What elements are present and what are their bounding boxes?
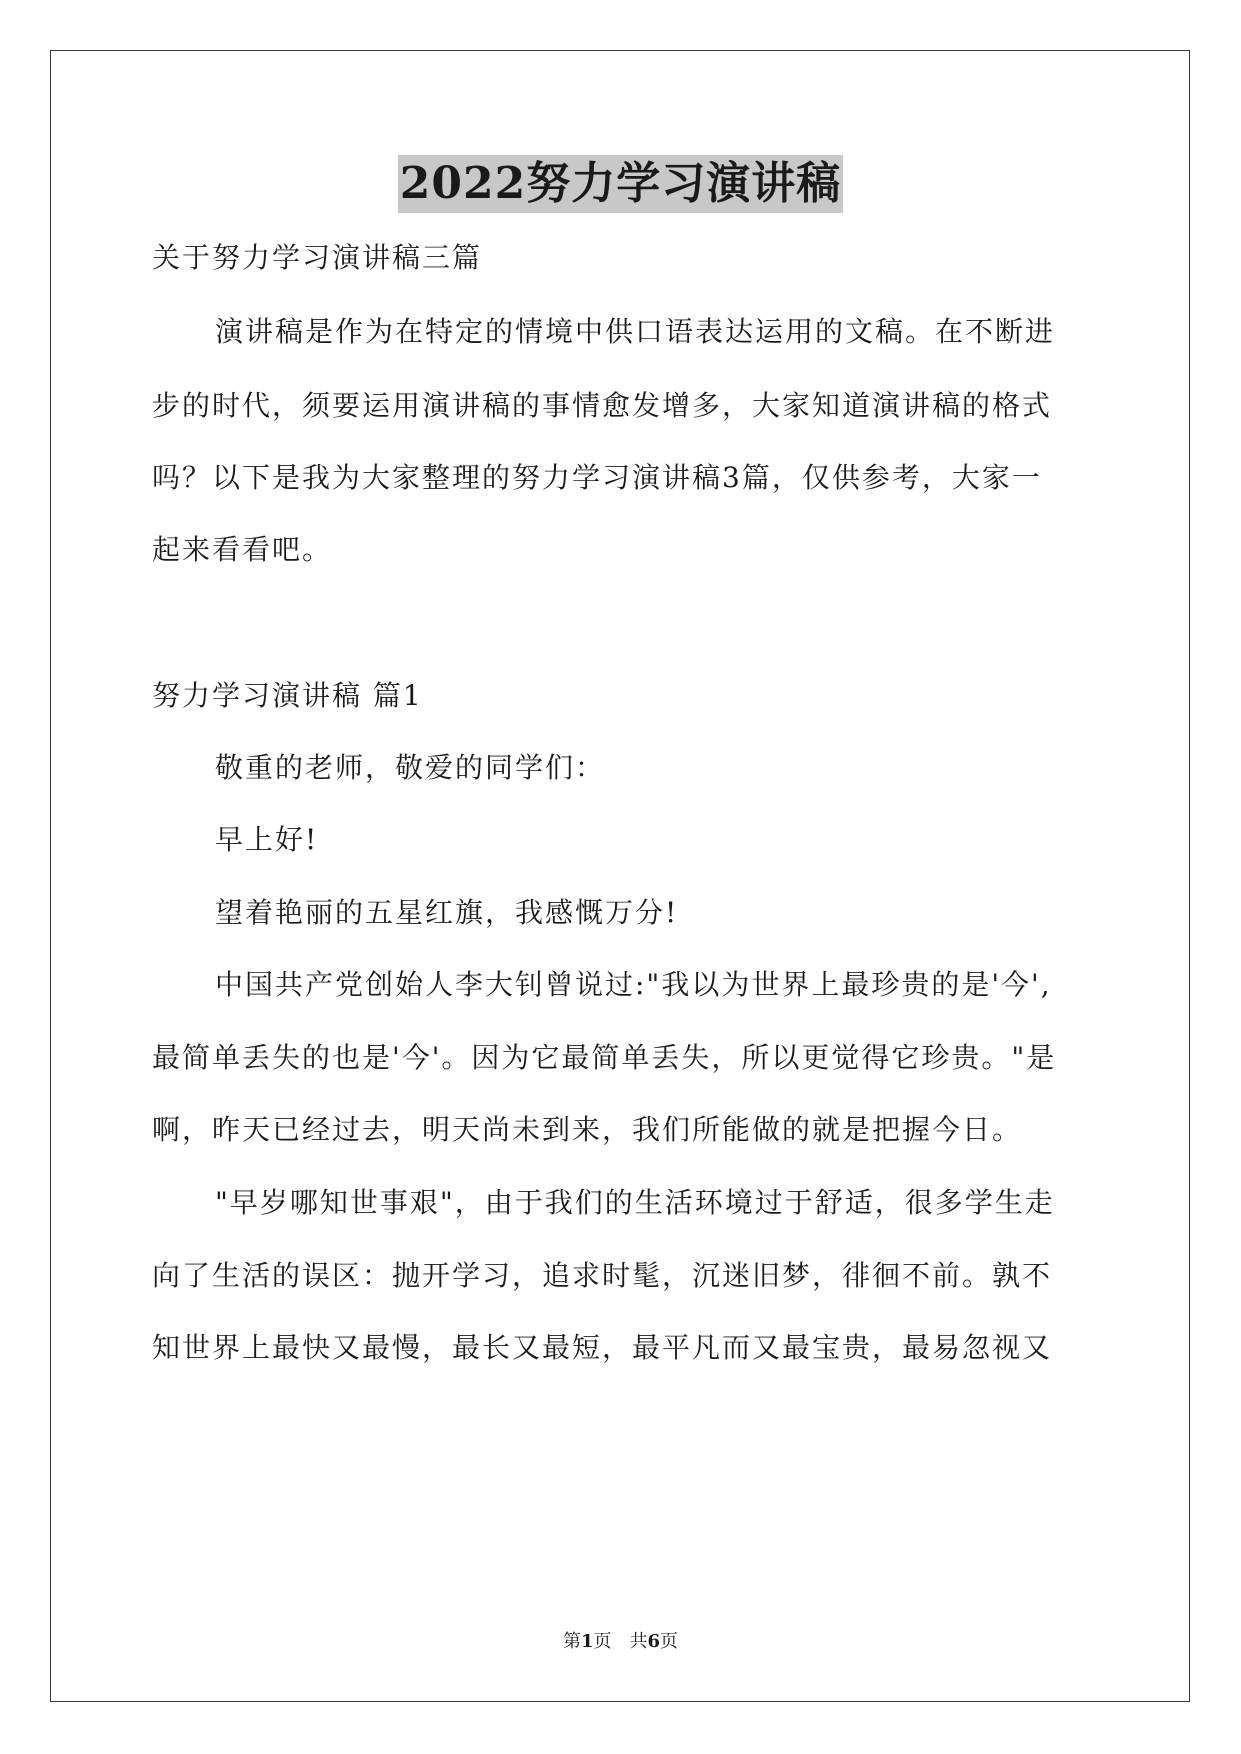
footer-suffix: 页 [660,1631,679,1652]
intro-line: 演讲稿是作为在特定的情境中供口语表达运用的文稿。在不断进 [215,315,1056,348]
title-container [0,155,1241,213]
intro-line: 步的时代，须要运用演讲稿的事情愈发增多，大家知道演讲稿的格式 [152,389,1053,422]
body-line: 早上好! [215,823,319,856]
page-footer [0,1630,1241,1654]
body-line: 向了生活的误区：抛开学习，追求时髦，沉迷旧梦，徘徊不前。孰不 [152,1259,1053,1292]
body-line: "早岁哪知世事艰"，由于我们的生活环境过于舒适，很多学生走 [215,1186,1055,1219]
document-title: 2022努力学习演讲稿 [398,155,843,213]
footer-mid: 页 共 [593,1631,648,1652]
body-line: 最简单丢失的也是'今'。因为它最简单丢失，所以更觉得它珍贵。"是 [152,1041,1057,1074]
body-line: 中国共产党创始人李大钊曾说过:"我以为世界上最珍贵的是'今', [215,968,1052,1001]
section-heading: 努力学习演讲稿 篇1 [152,679,423,712]
body-line: 敬重的老师，敬爱的同学们： [215,751,606,784]
body-line: 知世界上最快又最慢，最长又最短，最平凡而又最宝贵，最易忽视又 [152,1331,1053,1364]
document-subtitle: 关于努力学习演讲稿三篇 [152,241,483,274]
body-line: 啊，昨天已经过去，明天尚未到来，我们所能做的就是把握今日。 [152,1113,1023,1146]
body-line: 望着艳丽的五星红旗，我感慨万分! [215,896,679,929]
current-page-number: 1 [580,1631,594,1652]
intro-line: 吗？以下是我为大家整理的努力学习演讲稿3篇，仅供参考，大家一 [152,461,1042,494]
footer-prefix: 第 [562,1631,581,1652]
total-page-number: 6 [647,1631,661,1652]
page-border [50,50,1190,1702]
intro-line: 起来看看吧。 [152,533,333,566]
